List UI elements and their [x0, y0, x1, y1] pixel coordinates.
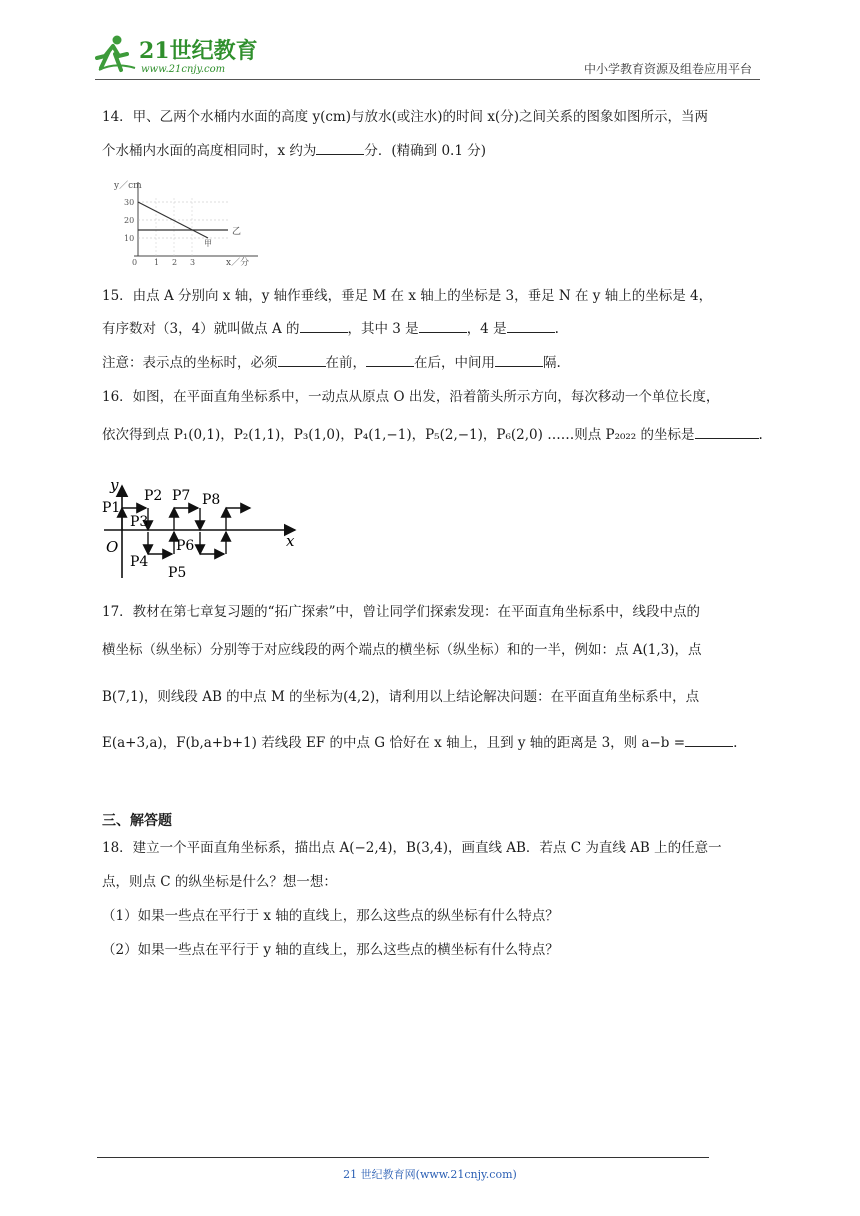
q15-blank-5[interactable] [366, 352, 414, 367]
q17-line4 [102, 732, 737, 753]
q14-origin: 0 [132, 258, 138, 267]
q18-line2: 点，则点 C 的纵坐标是什么？想一想： [102, 874, 337, 890]
q15-blank-1[interactable] [300, 318, 348, 333]
q14-ytick: 20 [124, 216, 135, 225]
q15-text: 注意：表示点的坐标时，必须 [102, 355, 278, 371]
q15-text: ，4 是 [466, 321, 507, 337]
q15-text: 隔. [543, 355, 561, 371]
q17-line1: 17．教材在第七章复习题的“拓广探索”中，曾让同学们探索发现：在平面直角坐标系中，线段中点的 [102, 604, 700, 620]
q14-xtick: 2 [172, 258, 178, 267]
q16-line2 [102, 424, 763, 445]
svg-text:21世纪教育: 21世纪教育 [139, 38, 258, 64]
q15-text: 在后，中间用 [414, 355, 495, 371]
q14-xtick: 3 [190, 258, 196, 267]
q18-line4: （2）如果一些点在平行于 y 轴的直线上，那么这些点的横坐标有什么特点？ [102, 942, 559, 958]
q16-answer-blank[interactable] [695, 424, 759, 439]
q16-label-p2: P2 [144, 488, 163, 504]
q15-blank-3[interactable] [507, 318, 555, 333]
q16-origin-label: O [106, 538, 119, 556]
q15-text: 有序数对（3，4）就叫做点 A 的 [102, 321, 300, 337]
q17-answer-blank[interactable] [685, 732, 733, 747]
q14-line2a: 个水桶内水面的高度相同时，x 约为 [102, 143, 317, 159]
q14-ylabel: y／cm [114, 181, 142, 191]
q15-blank-4[interactable] [278, 352, 326, 367]
footer-link[interactable]: 21 世纪教育网(www.21cnjy.com) [343, 1168, 517, 1181]
q16-label-p1: P1 [102, 500, 121, 516]
q16-text: 依次得到点 P₁(0,1)，P₂(1,1)，P₃(1,0)，P₄(1,−1)，P₅(2,−1)，P₆(2,0) ……则点 P₂₀₂₂ 的坐标是 [102, 427, 695, 443]
q16-label-p8: P8 [202, 492, 221, 508]
q15-blank-2[interactable] [419, 318, 467, 333]
q16-label-p7: P7 [172, 488, 191, 504]
q17-line3: B(7,1)，则线段 AB 的中点 M 的坐标为(4,2)，请利用以上结论解决问题：在平面直角坐标系中，点 [102, 689, 700, 705]
q18-line3: （1）如果一些点在平行于 x 轴的直线上，那么这些点的纵坐标有什么特点？ [102, 908, 559, 924]
q15-line2 [102, 318, 559, 339]
page-header [95, 30, 760, 80]
q14-line2 [102, 140, 486, 161]
q14-xlabel: x／分 [226, 258, 250, 268]
q16-label-p4: P4 [130, 554, 149, 570]
q16-label-p5: P5 [168, 565, 187, 580]
q16-figure [100, 474, 305, 580]
q15-line3 [102, 352, 561, 373]
footer-divider [97, 1157, 709, 1158]
svg-text:www.21cnjy.com: www.21cnjy.com [141, 64, 226, 75]
q15-line1: 15．由点 A 分别向 x 轴，y 轴作垂线，垂足 M 在 x 轴上的坐标是 3，垂足 N 在 y 轴上的坐标是 4， [102, 288, 713, 304]
site-logo[interactable] [95, 32, 265, 80]
q14-xtick: 1 [154, 258, 160, 267]
q14-graph [108, 176, 268, 268]
q16-x-label: x [286, 532, 295, 550]
q14-line-jia [138, 202, 208, 238]
q16-label-p3: P3 [130, 514, 149, 530]
q14-ytick: 10 [124, 234, 135, 243]
header-divider [95, 79, 760, 80]
q14-answer-blank[interactable] [316, 140, 364, 155]
q16-label-p6: P6 [176, 538, 195, 554]
q17-text: E(a+3,a)，F(b,a+b+1) 若线段 EF 的中点 G 恰好在 x 轴上，且到 y 轴的距离是 3，则 a−b = [102, 735, 686, 751]
q14-ytick: 30 [124, 198, 135, 207]
platform-name: 中小学教育资源及组卷应用平台 [583, 62, 752, 76]
q16-line1: 16．如图，在平面直角坐标系中，一动点从原点 O 出发，沿着箭头所示方向，每次移动一个单位长度， [102, 389, 720, 405]
q18-line1: 18．建立一个平面直角坐标系，描出点 A(−2,4)，B(3,4)，画直线 AB．若点 C 为直线 AB 上的任意一 [102, 840, 722, 856]
section-title: 三、解答题 [102, 813, 172, 829]
q14-line1: 14．甲、乙两个水桶内水面的高度 y(cm)与放水(或注水)的时间 x(分)之间关系的图象如图所示，当两 [102, 109, 708, 125]
q17-line2: 横坐标（纵坐标）分别等于对应线段的两个端点的横坐标（纵坐标）和的一半，例如：点 A(1,3)，点 [102, 642, 702, 658]
q15-text: ，其中 3 是 [347, 321, 419, 337]
q16-y-label: y [110, 476, 119, 494]
q16-text: . [758, 427, 763, 443]
q15-blank-6[interactable] [495, 352, 543, 367]
q14-line2b: 分．(精确到 0.1 分) [364, 143, 486, 159]
runner-logo-icon [95, 32, 265, 76]
q17-text: . [733, 735, 738, 751]
q15-text: . [554, 321, 559, 337]
q14-series-yi: 乙 [232, 227, 242, 237]
q15-text: 在前， [325, 355, 366, 371]
q14-series-jia: 甲 [204, 239, 212, 248]
